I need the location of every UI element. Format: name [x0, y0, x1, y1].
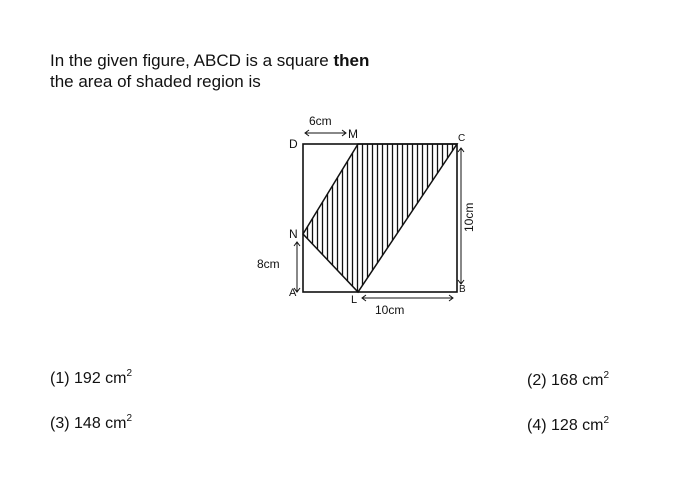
option-3-number: (3) — [50, 415, 70, 432]
option-2[interactable] — [527, 370, 609, 390]
shaded-region — [303, 144, 457, 292]
arrow-dm — [305, 130, 346, 136]
option-4-exponent: 2 — [603, 415, 610, 426]
dimension-label-an: 8cm — [257, 257, 280, 271]
option-1[interactable] — [50, 368, 132, 388]
option-1-value: 192 cm — [74, 370, 127, 387]
dimension-label-bc: 10cm — [462, 202, 476, 232]
option-1-number: (1) — [50, 370, 70, 387]
option-3-value: 148 cm — [74, 415, 127, 432]
option-2-exponent: 2 — [603, 370, 610, 381]
option-4[interactable] — [527, 415, 609, 435]
vertex-label-d: D — [289, 137, 298, 151]
question-line-1-bold: then — [333, 51, 370, 70]
dimension-label-dm: 6cm — [309, 114, 332, 128]
option-2-value: 168 cm — [551, 372, 604, 389]
arrow-an — [294, 242, 300, 292]
question-line-1 — [50, 50, 369, 71]
vertex-label-m: M — [348, 127, 358, 141]
square-figure — [245, 108, 485, 323]
vertex-label-b: B — [459, 284, 466, 295]
option-1-exponent: 2 — [126, 368, 133, 379]
option-3-exponent: 2 — [126, 413, 133, 424]
vertex-label-c: C — [458, 133, 466, 144]
option-3[interactable] — [50, 413, 132, 433]
option-2-number: (2) — [527, 372, 547, 389]
arrow-lb — [362, 295, 453, 301]
dimension-label-lb: 10cm — [375, 303, 405, 317]
vertex-label-l: L — [351, 294, 358, 306]
vertex-label-a: A — [289, 287, 297, 299]
option-4-number: (4) — [527, 417, 547, 434]
vertex-label-n: N — [289, 227, 298, 241]
option-4-value: 128 cm — [551, 417, 604, 434]
square-diagram — [245, 108, 485, 323]
question-line-2: the area of shaded region is — [50, 72, 261, 91]
question-text — [50, 50, 369, 92]
question-line-1-text: In the given figure, ABCD is a square — [50, 51, 329, 70]
